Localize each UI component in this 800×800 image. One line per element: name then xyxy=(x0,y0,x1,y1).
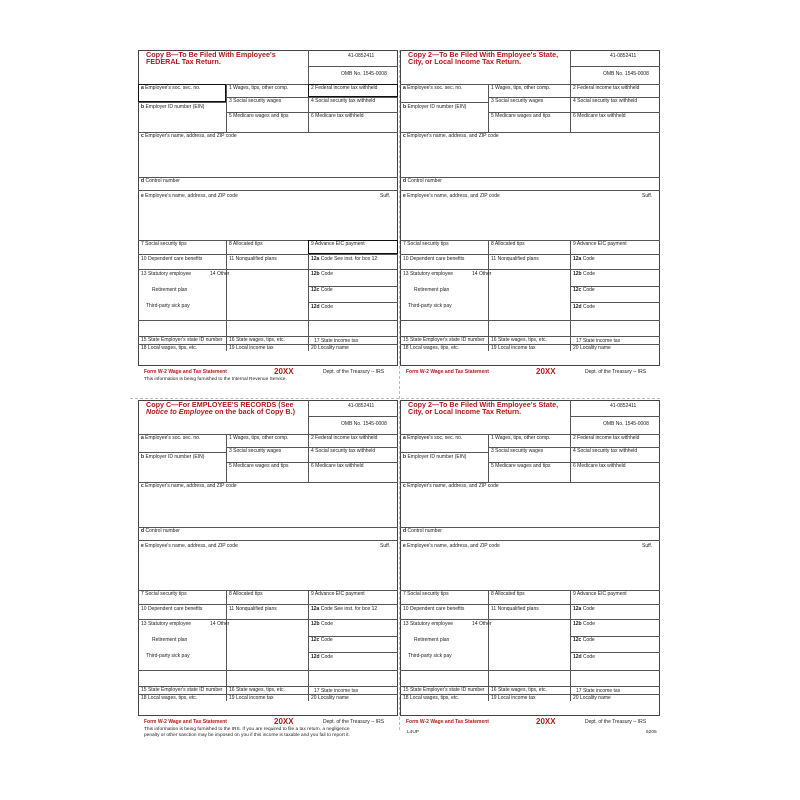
box-17-state-tax: 17 State income tax xyxy=(314,688,359,694)
box-6-medicare-tax: 6 Medicare tax withheld xyxy=(573,113,626,119)
box-2-federal-tax: 2 Federal income tax withheld xyxy=(311,435,378,441)
treasury-dept: Dept. of the Treasury -- IRS xyxy=(323,369,385,375)
treasury-dept: Dept. of the Treasury -- IRS xyxy=(585,719,647,725)
omb-number: OMB No. 1545-0008 xyxy=(341,421,387,427)
box-12b: 12b Code xyxy=(573,271,595,277)
form-name: Form W-2 Wage and Tax Statement xyxy=(144,369,227,375)
omb-number: OMB No. 1545-0008 xyxy=(341,71,387,77)
box-12c: 12c Code xyxy=(573,287,595,293)
box-6-medicare-tax: 6 Medicare tax withheld xyxy=(311,113,364,119)
third-party-sick-pay: Third-party sick pay xyxy=(408,303,452,309)
suffix-label: Suff. xyxy=(380,193,391,199)
form-year: 20XX xyxy=(274,367,294,376)
box-d-control: d Control number xyxy=(141,178,180,184)
box-e-employee: e Employee's name, address, and ZIP code xyxy=(141,193,238,199)
treasury-dept: Dept. of the Treasury -- IRS xyxy=(585,369,647,375)
form-name: Form W-2 Wage and Tax Statement xyxy=(406,719,489,725)
box-10-dependent-care: 10 Dependent care benefits xyxy=(403,606,465,612)
box-2-federal-tax: 2 Federal income tax withheld xyxy=(573,435,640,441)
treasury-dept: Dept. of the Treasury -- IRS xyxy=(323,719,385,725)
box-15-state: 15 State Employer's state ID number xyxy=(403,687,485,693)
box-20-locality: 20 Locality name xyxy=(311,345,349,351)
box-16-state-wages: 16 State wages, tips, etc. xyxy=(491,687,547,693)
box-19-local-tax: 19 Local income tax xyxy=(229,345,274,351)
box-13-statutory: 13 Statutory employee xyxy=(141,621,192,627)
box-5-medicare-wages: 5 Medicare wages and tips xyxy=(229,113,289,119)
copy-title xyxy=(146,51,276,66)
copy-title-line-2: City, or Local Income Tax Return. xyxy=(408,57,522,67)
copy-2-quadrant-top xyxy=(400,50,660,385)
box-12b: 12b Code xyxy=(573,621,595,627)
form-code: 41-0852411 xyxy=(348,403,375,409)
footer-code-right: 5205 xyxy=(646,730,657,735)
box-17-state-tax: 17 State income tax xyxy=(576,338,621,344)
copy-c-quadrant xyxy=(138,400,398,735)
box-9-advance-eic: 9 Advance EIC payment xyxy=(311,241,365,247)
box-b-ein: b Employer ID number (EIN) xyxy=(403,104,467,110)
box-5-medicare-wages: 5 Medicare wages and tips xyxy=(491,113,551,119)
copy-title-line-1: Copy 2—To Be Filed With Employee's State, xyxy=(408,400,559,409)
box-20-locality: 20 Locality name xyxy=(573,345,611,351)
box-b-ein: b Employer ID number (EIN) xyxy=(141,104,205,110)
box-12b: 12b Code xyxy=(311,271,333,277)
form-name: Form W-2 Wage and Tax Statement xyxy=(406,369,489,375)
box-14-other: 14 Other xyxy=(210,271,230,277)
retirement-plan: Retirement plan xyxy=(414,637,450,643)
box-13-statutory: 13 Statutory employee xyxy=(141,271,192,277)
box-2-federal-tax: 2 Federal income tax withheld xyxy=(311,85,378,91)
box-8-allocated-tips: 8 Allocated tips xyxy=(491,241,525,247)
box-d-control: d Control number xyxy=(141,528,180,534)
box-9-advance-eic: 9 Advance EIC payment xyxy=(311,591,365,597)
horizontal-perforation xyxy=(130,398,660,399)
box-19-local-tax: 19 Local income tax xyxy=(229,695,274,701)
box-12c: 12c Code xyxy=(573,637,595,643)
suffix-label: Suff. xyxy=(642,543,653,549)
box-4-ss-tax: 4 Social security tax withheld xyxy=(311,98,376,104)
box-18-local-wages: 18 Local wages, tips, etc. xyxy=(403,345,460,351)
box-a-ssn: a Employee's soc. sec. no. xyxy=(403,435,463,441)
box-15-state: 15 State Employer's state ID number xyxy=(403,337,485,343)
box-11-nonqualified: 11 Nonqualified plans xyxy=(229,606,277,612)
box-a-ssn: a Employee's soc. sec. no. xyxy=(141,435,201,441)
box-14-other: 14 Other xyxy=(472,621,492,627)
box-17-state-tax: 17 State income tax xyxy=(314,338,359,344)
box-4-ss-tax: 4 Social security tax withheld xyxy=(573,98,638,104)
box-c-employer: c Employer's name, address, and ZIP code xyxy=(403,133,499,139)
box-7-ss-tips: 7 Social security tips xyxy=(141,241,187,247)
copy-title xyxy=(408,401,558,416)
retirement-plan: Retirement plan xyxy=(152,287,188,293)
copy-title-line-1: Copy C—For EMPLOYEE'S RECORDS (See xyxy=(146,400,294,409)
box-12d: 12d Code xyxy=(311,304,333,310)
copy-title xyxy=(146,401,295,416)
third-party-sick-pay: Third-party sick pay xyxy=(408,653,452,659)
form-name: Form W-2 Wage and Tax Statement xyxy=(144,719,227,725)
form-code: 41-0852411 xyxy=(610,403,637,409)
box-11-nonqualified: 11 Nonqualified plans xyxy=(229,256,277,262)
box-9-advance-eic: 9 Advance EIC payment xyxy=(573,241,627,247)
box-5-medicare-wages: 5 Medicare wages and tips xyxy=(229,463,289,469)
notice-to-employee: Notice to Employee xyxy=(146,407,213,417)
form-code: 41-0852411 xyxy=(610,53,637,59)
box-12a: 12a Code xyxy=(573,256,595,262)
box-12d: 12d Code xyxy=(573,654,595,660)
footer-code-left: L4UP xyxy=(407,730,419,735)
box-10-dependent-care: 10 Dependent care benefits xyxy=(141,606,203,612)
negligence-notice-2: penalty or other sanction may be imposed on you if this income is taxable and you fail to report it. xyxy=(144,733,350,738)
box-7-ss-tips: 7 Social security tips xyxy=(141,591,187,597)
box-12c: 12c Code xyxy=(311,287,333,293)
box-6-medicare-tax: 6 Medicare tax withheld xyxy=(573,463,626,469)
copy-title-line-2: City, or Local Income Tax Return. xyxy=(408,407,522,417)
box-3-ss-wages: 3 Social security wages xyxy=(491,448,544,454)
box-b-ein: b Employer ID number (EIN) xyxy=(141,454,205,460)
retirement-plan: Retirement plan xyxy=(152,637,188,643)
omb-number: OMB No. 1545-0008 xyxy=(603,421,649,427)
box-18-local-wages: 18 Local wages, tips, etc. xyxy=(403,695,460,701)
copy-title-line-2: FEDERAL Tax Return. xyxy=(146,57,221,67)
box-20-locality: 20 Locality name xyxy=(573,695,611,701)
form-year: 20XX xyxy=(536,717,556,726)
third-party-sick-pay: Third-party sick pay xyxy=(146,653,190,659)
form-year: 20XX xyxy=(274,717,294,726)
third-party-sick-pay: Third-party sick pay xyxy=(146,303,190,309)
retirement-plan: Retirement plan xyxy=(414,287,450,293)
box-16-state-wages: 16 State wages, tips, etc. xyxy=(229,687,285,693)
box-d-control: d Control number xyxy=(403,178,442,184)
box-e-employee: e Employee's name, address, and ZIP code xyxy=(403,193,500,199)
negligence-notice-1: This information is being furnished to the IRS. If you are required to file a tax return, a negligence xyxy=(144,727,350,732)
box-a-ssn: a Employee's soc. sec. no. xyxy=(141,85,201,91)
copy-title-line-2 xyxy=(146,408,295,415)
box-7-ss-tips: 7 Social security tips xyxy=(403,241,449,247)
box-14-other: 14 Other xyxy=(472,271,492,277)
box-11-nonqualified: 11 Nonqualified plans xyxy=(491,256,539,262)
box-1-wages: 1 Wages, tips, other comp. xyxy=(491,435,551,441)
box-12d: 12d Code xyxy=(573,304,595,310)
box-15-state: 15 State Employer's state ID number xyxy=(141,337,223,343)
box-1-wages: 1 Wages, tips, other comp. xyxy=(491,85,551,91)
box-2-federal-tax: 2 Federal income tax withheld xyxy=(573,85,640,91)
box-1-wages: 1 Wages, tips, other comp. xyxy=(229,435,289,441)
box-11-nonqualified: 11 Nonqualified plans xyxy=(491,606,539,612)
suffix-label: Suff. xyxy=(642,193,653,199)
box-18-local-wages: 18 Local wages, tips, etc. xyxy=(141,695,198,701)
box-3-ss-wages: 3 Social security wages xyxy=(491,98,544,104)
box-3-ss-wages: 3 Social security wages xyxy=(229,448,282,454)
box-8-allocated-tips: 8 Allocated tips xyxy=(491,591,525,597)
box-3-ss-wages: 3 Social security wages xyxy=(229,98,282,104)
box-19-local-tax: 19 Local income tax xyxy=(491,695,536,701)
box-17-state-tax: 17 State income tax xyxy=(576,688,621,694)
box-4-ss-tax: 4 Social security tax withheld xyxy=(573,448,638,454)
box-18-local-wages: 18 Local wages, tips, etc. xyxy=(141,345,198,351)
form-year: 20XX xyxy=(536,367,556,376)
box-c-employer: c Employer's name, address, and ZIP code xyxy=(141,483,237,489)
box-12d: 12d Code xyxy=(311,654,333,660)
copy-b-quadrant xyxy=(138,50,398,385)
box-13-statutory: 13 Statutory employee xyxy=(403,621,454,627)
box-19-local-tax: 19 Local income tax xyxy=(491,345,536,351)
box-9-advance-eic: 9 Advance EIC payment xyxy=(573,591,627,597)
highlight-box xyxy=(308,240,398,254)
copy-title-line-1: Copy B—To Be Filed With Employee's xyxy=(146,50,276,59)
box-4-ss-tax: 4 Social security tax withheld xyxy=(311,448,376,454)
box-13-statutory: 13 Statutory employee xyxy=(403,271,454,277)
box-10-dependent-care: 10 Dependent care benefits xyxy=(141,256,203,262)
copy-2-quadrant-bottom xyxy=(400,400,660,735)
box-6-medicare-tax: 6 Medicare tax withheld xyxy=(311,463,364,469)
box-16-state-wages: 16 State wages, tips, etc. xyxy=(229,337,285,343)
box-c-employer: c Employer's name, address, and ZIP code xyxy=(141,133,237,139)
omb-number: OMB No. 1545-0008 xyxy=(603,71,649,77)
box-8-allocated-tips: 8 Allocated tips xyxy=(229,591,263,597)
form-code: 41-0852411 xyxy=(348,53,375,59)
box-a-ssn: a Employee's soc. sec. no. xyxy=(403,85,463,91)
box-7-ss-tips: 7 Social security tips xyxy=(403,591,449,597)
copy-title-suffix: on the back of Copy B.) xyxy=(212,407,295,417)
highlight-box xyxy=(308,84,398,97)
box-15-state: 15 State Employer's state ID number xyxy=(141,687,223,693)
box-1-wages: 1 Wages, tips, other comp. xyxy=(229,85,289,91)
box-14-other: 14 Other xyxy=(210,621,230,627)
box-12a: 12a Code xyxy=(573,606,595,612)
box-b-ein: b Employer ID number (EIN) xyxy=(403,454,467,460)
irs-notice: This information is being furnished to the Internal Revenue Service. xyxy=(144,377,287,382)
box-5-medicare-wages: 5 Medicare wages and tips xyxy=(491,463,551,469)
suffix-label: Suff. xyxy=(380,543,391,549)
box-12a: 12a Code See inst. for box 12 xyxy=(311,256,378,262)
copy-title xyxy=(408,51,558,66)
box-e-employee: e Employee's name, address, and ZIP code xyxy=(403,543,500,549)
box-d-control: d Control number xyxy=(403,528,442,534)
box-c-employer: c Employer's name, address, and ZIP code xyxy=(403,483,499,489)
highlight-box xyxy=(138,84,226,102)
box-10-dependent-care: 10 Dependent care benefits xyxy=(403,256,465,262)
box-20-locality: 20 Locality name xyxy=(311,695,349,701)
box-8-allocated-tips: 8 Allocated tips xyxy=(229,241,263,247)
box-12c: 12c Code xyxy=(311,637,333,643)
box-16-state-wages: 16 State wages, tips, etc. xyxy=(491,337,547,343)
box-12a: 12a Code See inst. for box 12 xyxy=(311,606,378,612)
box-e-employee: e Employee's name, address, and ZIP code xyxy=(141,543,238,549)
copy-title-line-1: Copy 2—To Be Filed With Employee's State, xyxy=(408,50,559,59)
box-12b: 12b Code xyxy=(311,621,333,627)
